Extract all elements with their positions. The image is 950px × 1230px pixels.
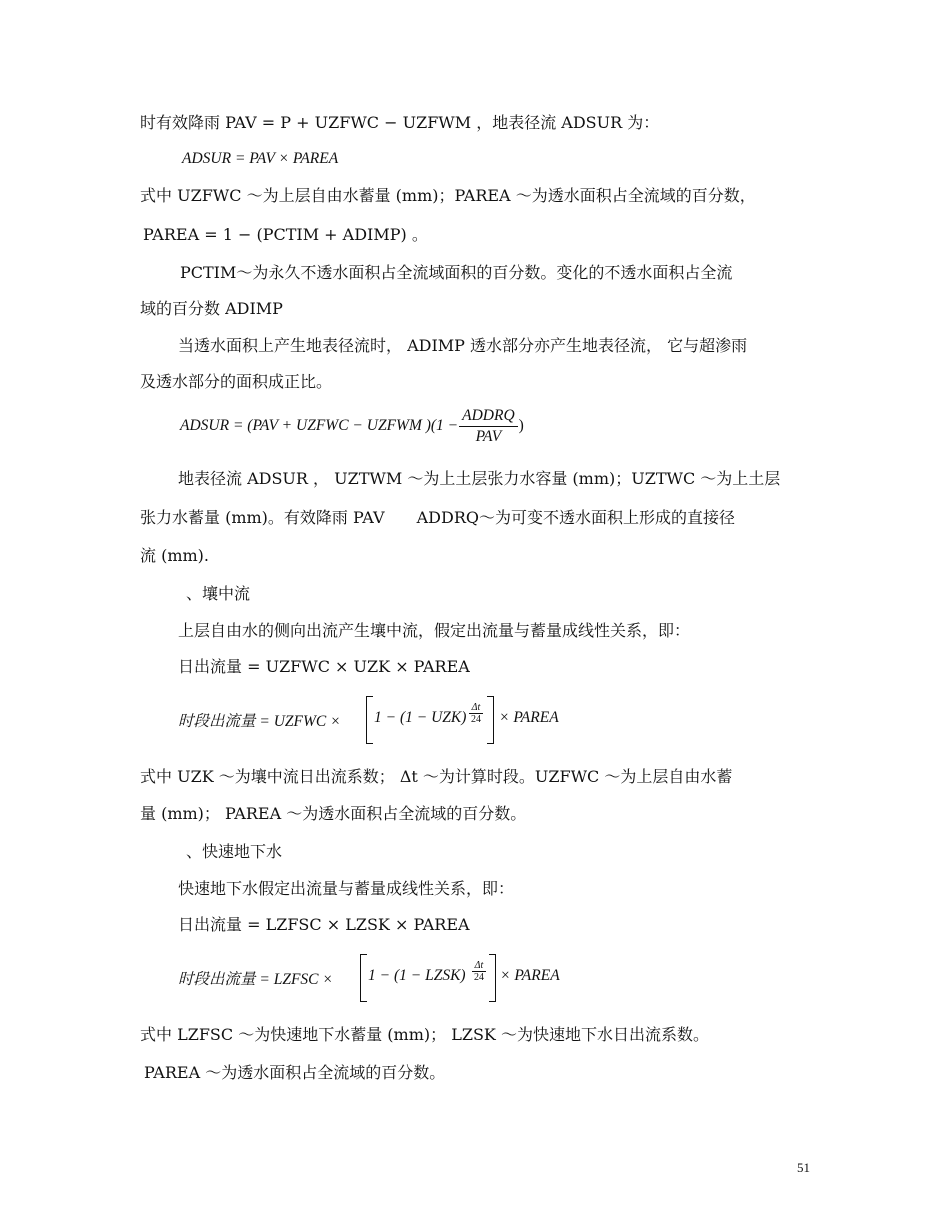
bracket-lz-content: 1 − (1 − LZSK) [368,967,466,984]
text-line-14: 上层自由水的侧向出流产生壤中流，假定出流量与蓄量成线性关系，即： [178,621,691,640]
text-line-7: 当透水面积上产生地表径流时， ADIMP 透水部分亦产生地表径流， 它与超渗雨 [178,336,748,355]
text-line-1: 时有效降雨 PAV = P + UZFWC − UZFWM ，地表径流 ADSUR 为： [140,113,660,132]
text-line-10: 地表径流 ADSUR ， UZTWM ～为上土层张力水容量 (mm)；UZTWC ～为上土层 [178,469,781,488]
exponent-numerator: Δt [472,960,486,972]
equation-adsur-full-lhs: ADSUR = (PAV + UZFWC − UZFWM )(1 − [180,417,459,435]
equation-period-outflow-uz-prefix: 时段出流量 = UZFWC × [178,713,341,730]
page-number: 51 [797,1160,810,1175]
text-line-5: PCTIM～为永久不透水面积占全流域面积的百分数。变化的不透水面积占全流 [180,263,733,282]
exponent-numerator: Δt [469,702,483,714]
equation-period-outflow-lz-lhs [178,967,333,989]
text-line-24: PAREA ～为透水面积占全流域的百分数。 [144,1063,446,1082]
right-bracket [489,954,496,1002]
exponent-denominator: 24 [471,714,481,725]
left-bracket [360,954,367,1002]
text-line-12: 流 (mm). [140,546,210,565]
bracket-lz [360,954,496,1002]
exponent-fraction-uz [469,702,483,725]
equation-period-outflow-uz-suffix: × PAREA [499,709,559,726]
right-bracket [487,696,494,744]
section-heading-interflow: 、壤中流 [186,584,251,603]
exponent-fraction-lz [472,960,486,983]
fraction-numerator: ADDRQ [459,406,518,427]
text-line-18: 量 (mm)； PAREA ～为透水面积占全流域的百分数。 [140,804,527,823]
equation-period-outflow-lz-prefix: 时段出流量 = LZFSC × [178,971,333,988]
text-line-11: 张力水蓄量 (mm)。有效降雨 PAV ADDRQ～为可变不透水面积上形成的直接径 [140,508,735,527]
equation-close-paren: ) [518,417,524,435]
equation-parea: PAREA = 1 − (PCTIM + ADIMP) 。 [143,225,428,244]
equation-daily-outflow-uz: 日出流量 = UZFWC × UZK × PAREA [178,657,470,676]
bracket-uz-content: 1 − (1 − UZK) [374,709,467,726]
equation-period-outflow-uz-lhs [178,709,341,731]
text-line-23: 式中 LZFSC ～为快速地下水蓄量 (mm)； LZSK ～为快速地下水日出流系数。 [140,1025,709,1044]
text-line-8: 及透水部分的面积成正比。 [140,372,333,391]
equation-daily-outflow-lz: 日出流量 = LZFSC × LZSK × PAREA [178,915,470,934]
section-heading-fast-groundwater: 、快速地下水 [186,842,283,861]
text-line-6: 域的百分数 ADIMP [140,299,283,318]
text-line-20: 快速地下水假定出流量与蓄量成线性关系，即： [178,879,515,898]
equation-adsur-full [180,406,524,447]
equation-period-outflow-lz-suffix: × PAREA [500,967,560,984]
left-bracket [366,696,373,744]
bracket-uz [366,696,494,744]
text-line-17: 式中 UZK ～为壤中流日出流系数； Δt ～为计算时段。UZFWC ～为上层自由水蓄 [140,767,733,786]
fraction-denominator: PAV [475,428,502,445]
equation-adsur: ADSUR = PAV × PAREA [182,150,339,167]
exponent-denominator: 24 [474,972,484,983]
fraction-addrq-pav [459,406,518,447]
text-line-3: 式中 UZFWC ～为上层自由水蓄量 (mm)；PAREA ～为透水面积占全流域的百分数， [140,186,756,205]
